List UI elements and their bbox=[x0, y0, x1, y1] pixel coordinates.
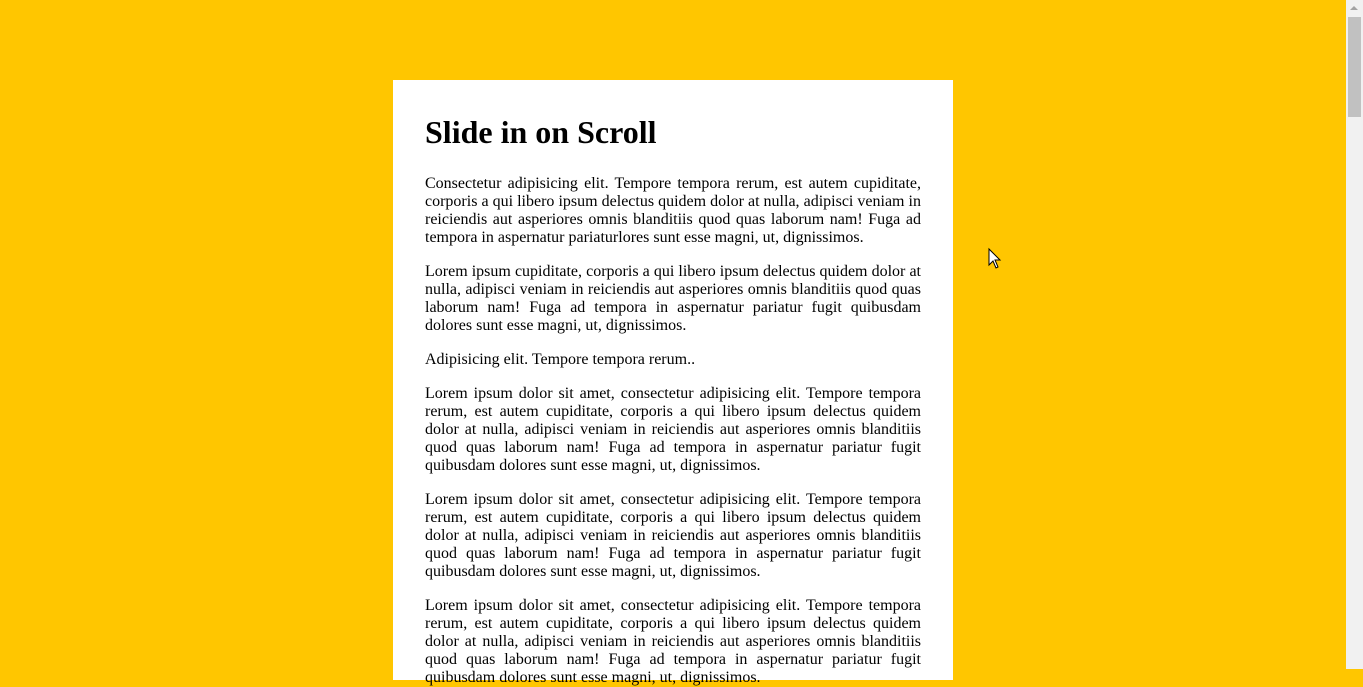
page-title: Slide in on Scroll bbox=[425, 114, 657, 150]
content-card bbox=[393, 80, 953, 686]
vertical-scrollbar[interactable] bbox=[1346, 0, 1363, 669]
article-paragraph-3: Adipisicing elit. Tempore tempora rerum.. bbox=[425, 351, 696, 368]
article-paragraph-1: Consectetur adipisicing elit. Tempore tempora rerum, est autem cupiditate, corporis a qui libero ipsum delectus quidem dolor at nulla, adipisci veniam in reiciendis aut asperiores omnis blanditiis quod quas laborum nam! Fuga ad tempora in aspernatur pariaturlores sunt esse magni, ut, dignissimos. bbox=[425, 175, 921, 246]
article-paragraph-6: Lorem ipsum dolor sit amet, consectetur adipisicing elit. Tempore tempora rerum, est autem cupiditate, corporis a qui libero ipsum delectus quidem dolor at nulla, adipisci veniam in reiciendis aut asperiores omnis blanditiis quod quas laborum nam! Fuga ad tempora in aspernatur pariatur fugit quibusdam dolores sunt esse magni, ut, dignissimos. bbox=[425, 597, 921, 686]
article-paragraph-5: Lorem ipsum dolor sit amet, consectetur adipisicing elit. Tempore tempora rerum, est autem cupiditate, corporis a qui libero ipsum delectus quidem dolor at nulla, adipisci veniam in reiciendis aut asperiores omnis blanditiis quod quas laborum nam! Fuga ad tempora in aspernatur pariatur fugit quibusdam dolores sunt esse magni, ut, dignissimos. bbox=[425, 491, 921, 580]
scroll-up-arrow-icon[interactable] bbox=[1346, 0, 1363, 17]
scrollbar-thumb[interactable] bbox=[1348, 17, 1361, 117]
article-paragraph-4: Lorem ipsum dolor sit amet, consectetur adipisicing elit. Tempore tempora rerum, est autem cupiditate, corporis a qui libero ipsum delectus quidem dolor at nulla, adipisci veniam in reiciendis aut asperiores omnis blanditiis quod quas laborum nam! Fuga ad tempora in aspernatur pariatur fugit quibusdam dolores sunt esse magni, ut, dignissimos. bbox=[425, 385, 921, 474]
article-paragraph-2: Lorem ipsum cupiditate, corporis a qui libero ipsum delectus quidem dolor at nulla, adipisci veniam in reiciendis aut asperiores omnis blanditiis quod quas laborum nam! Fuga ad tempora in aspernatur pariatur fugit quibusdam dolores sunt esse magni, ut, dignissimos. bbox=[425, 263, 921, 334]
mouse-pointer-icon bbox=[988, 248, 1002, 270]
